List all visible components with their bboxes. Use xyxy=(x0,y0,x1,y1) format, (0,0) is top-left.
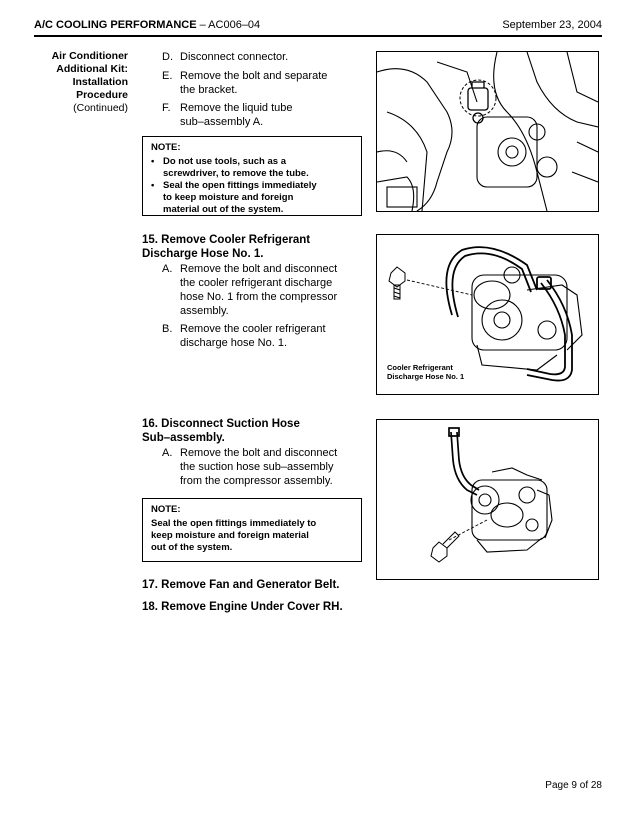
figure-liquid-tube-illustration xyxy=(377,52,598,211)
header-divider xyxy=(34,35,602,37)
note-item: • Do not use tools, such as a screwdriver, to remove the tube. xyxy=(151,156,353,180)
sidebar-line: Installation xyxy=(72,76,128,88)
step-e xyxy=(162,69,372,97)
sidebar-line: Procedure xyxy=(76,89,128,101)
note-box xyxy=(142,136,362,216)
step-text: Remove the bolt and separate the bracket. xyxy=(180,70,328,96)
document-title-main: A/C COOLING PERFORMANCE xyxy=(34,19,197,31)
step-text: Remove the bolt and disconnect the suction hose sub–assembly from the compressor assembly. xyxy=(180,447,338,487)
step-text: Remove the liquid tube sub–assembly A. xyxy=(180,102,293,128)
note-text: Seal the open fittings immediately to keep moisture and foreign material out of the system. xyxy=(151,518,317,553)
sidebar-section-label xyxy=(34,50,128,115)
section-16-heading: 16. Disconnect Suction Hose Sub–assembly. xyxy=(142,418,300,444)
section-18-heading: 18. Remove Engine Under Cover RH. xyxy=(142,601,343,613)
step-letter: B. xyxy=(162,323,173,335)
step-text: Remove the cooler refrigerant discharge hose No. 1. xyxy=(180,323,326,349)
note-heading: NOTE: xyxy=(151,504,181,515)
sidebar-line: Air Conditioner xyxy=(51,50,128,62)
step-f xyxy=(162,101,372,129)
figure-liquid-tube xyxy=(376,51,599,212)
step-letter: A. xyxy=(162,263,173,275)
sidebar-line: Additional Kit: xyxy=(56,63,128,75)
sidebar-line: (Continued) xyxy=(73,102,128,114)
step-letter: A. xyxy=(162,447,173,459)
step-15a xyxy=(162,262,372,318)
page-number: Page 9 of 28 xyxy=(545,780,602,791)
note-box xyxy=(142,498,362,562)
figure-suction-hose-illustration xyxy=(377,420,598,579)
figure-callout-label: Cooler Refrigerant Discharge Hose No. 1 xyxy=(387,363,465,381)
section-17-heading: 17. Remove Fan and Generator Belt. xyxy=(142,579,340,591)
step-letter: E. xyxy=(162,70,173,82)
note-item: • Seal the open fittings immediately to keep moisture and foreign material out of the system. xyxy=(151,180,353,216)
figure-suction-hose xyxy=(376,419,599,580)
figure-discharge-hose xyxy=(376,234,599,395)
step-text: Remove the bolt and disconnect the cooler refrigerant discharge hose No. 1 from the compressor assembly. xyxy=(180,263,338,317)
section-15-heading: 15. Remove Cooler Refrigerant Discharge Hose No. 1. xyxy=(142,234,311,260)
step-letter: F. xyxy=(162,102,171,114)
step-letter: D. xyxy=(162,51,173,63)
step-15b xyxy=(162,322,372,350)
step-d xyxy=(162,50,372,64)
step-text: Disconnect connector. xyxy=(180,51,289,63)
document-date: September 23, 2004 xyxy=(502,19,602,31)
document-title xyxy=(34,19,260,31)
note-list xyxy=(151,156,353,216)
step-16a xyxy=(162,446,372,488)
note-heading: NOTE: xyxy=(151,142,181,153)
document-code: – AC006–04 xyxy=(196,19,261,31)
